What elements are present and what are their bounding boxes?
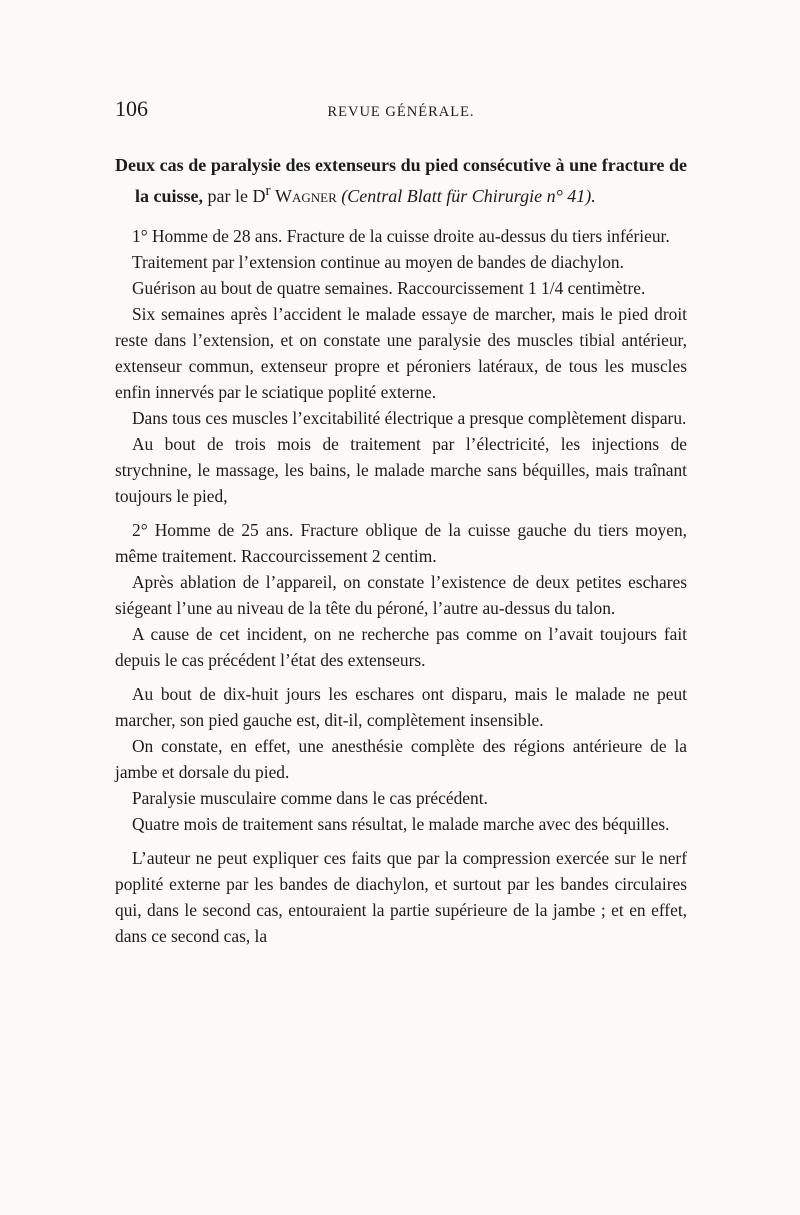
byline-prefix: par le D	[207, 186, 266, 206]
paragraph: L’auteur ne peut expliquer ces faits que par la compression exercée sur le nerf poplité externe par les bandes de diachylon, et surtout par les bandes circulaires qui, dans le second cas, entouraient la partie supérieure de la jambe ; et en effet, dans ce second cas, la	[115, 848, 687, 946]
title-text: Deux cas de paralysie des extenseurs du pied consécutive à une fracture de la cuisse,	[115, 155, 687, 206]
article-body	[115, 152, 687, 949]
paragraph: A cause de cet incident, on ne recherche pas comme on l’avait toujours fait depuis le cas précédent l’état des extenseurs.	[115, 624, 687, 670]
running-head: REVUE GÉNÉRALE.	[327, 104, 475, 120]
paragraph: Six semaines après l’accident le malade essaye de marcher, mais le pied droit reste dans l’extension, et on constate une paralysie des muscles tibial antérieur, extenseur commun, extenseur propre et péroniers latéraux, de tous les muscles enfin innervés par le sciatique poplité externe.	[115, 304, 687, 402]
paragraph: Quatre mois de traitement sans résultat, le malade marche avec des béquilles.	[132, 814, 670, 834]
paragraph: Dans tous ces muscles l’excitabilité électrique a presque complètement disparu.	[132, 408, 687, 428]
paragraph: On constate, en effet, une anesthésie complète des régions antérieure de la jambe et dorsale du pied.	[115, 736, 687, 782]
article-title	[115, 152, 687, 209]
author-name: Wagner	[275, 186, 337, 206]
paragraph: Au bout de dix-huit jours les eschares ont disparu, mais le malade ne peut marcher, son pied gauche est, dit-il, complètement insensible.	[115, 684, 687, 730]
paragraph: Traitement par l’extension continue au moyen de bandes de diachylon.	[132, 252, 624, 272]
paragraph: Paralysie musculaire comme dans le cas précédent.	[132, 788, 488, 808]
paragraph: Au bout de trois mois de traitement par l’électricité, les injections de strychnine, le massage, les bains, le malade marche sans béquilles, mais traînant toujours le pied,	[115, 434, 687, 506]
paragraph: 1° Homme de 28 ans. Fracture de la cuisse droite au-dessus du tiers inférieur.	[132, 226, 670, 246]
paragraph: Guérison au bout de quatre semaines. Raccourcissement 1 1/4 centimètre.	[132, 278, 646, 298]
paragraph: Après ablation de l’appareil, on constate l’existence de deux petites eschares siégeant l’une au niveau de la tête du péroné, l’autre au-dessus du talon.	[115, 572, 687, 618]
page-number: 106	[115, 96, 148, 121]
paragraph: 2° Homme de 25 ans. Fracture oblique de la cuisse gauche du tiers moyen, même traitement. Raccourcissement 2 centim.	[115, 520, 687, 566]
source-reference: (Central Blatt für Chirurgie n° 41).	[341, 186, 596, 206]
byline-sup: r	[265, 183, 271, 199]
page-header	[115, 96, 687, 126]
